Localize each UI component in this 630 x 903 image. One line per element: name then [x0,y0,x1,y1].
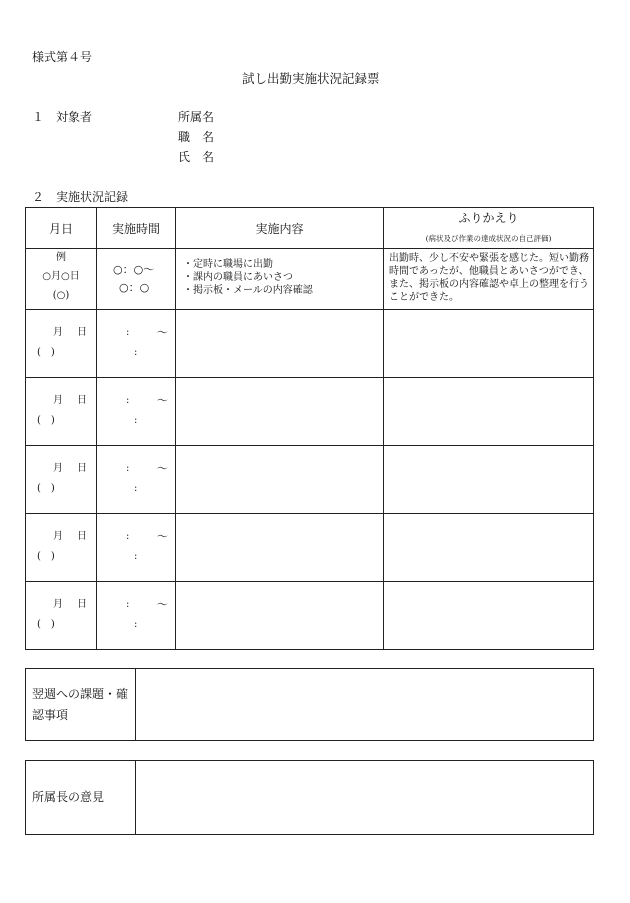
section1-heading: １ 対象者 [32,110,93,124]
record-table [25,207,594,650]
time-cell[interactable] [97,514,176,582]
date-cell[interactable] [26,310,97,378]
next-week-field[interactable] [136,669,594,741]
example-date-cell [26,249,97,310]
day-label: 日 [77,327,87,338]
end-colon: : [134,619,138,630]
time-cell[interactable] [97,446,176,514]
example-content-item: ・課内の職員にあいさつ [183,272,293,283]
end-colon: : [134,483,138,494]
weekday-label: ( ) [37,551,55,562]
month-label: 月 [53,395,63,406]
example-date: ○月○日 [42,271,80,282]
month-label: 月 [53,599,63,610]
time-tilde: 〜 [157,394,168,407]
example-content-cell [176,249,384,310]
record-row [26,582,594,650]
weekday-label: ( ) [37,415,55,426]
reflection-cell[interactable] [384,514,594,582]
time-cell[interactable] [97,582,176,650]
end-colon: : [134,415,138,426]
manager-opinion-field[interactable] [136,761,594,835]
month-label: 月 [53,531,63,542]
weekday-label: ( ) [37,483,55,494]
content-cell[interactable] [176,514,384,582]
end-colon: : [134,347,138,358]
date-cell[interactable] [26,582,97,650]
date-cell[interactable] [26,378,97,446]
weekday-label: ( ) [37,347,55,358]
name-label: 氏 名 [178,150,215,164]
record-row [26,446,594,514]
next-week-label: 翌週への課題・確認事項 [26,669,136,741]
col-header-content: 実施内容 [176,208,384,249]
record-row [26,514,594,582]
content-cell[interactable] [176,310,384,378]
example-reflection-cell [384,249,594,310]
example-time-start: ○：○〜 [113,263,155,276]
section2-heading: ２ 実施状況記録 [32,190,129,204]
date-cell[interactable] [26,514,97,582]
weekday-label: ( ) [37,619,55,630]
end-colon: : [134,551,138,562]
day-label: 日 [77,463,87,474]
reflection-cell[interactable] [384,446,594,514]
reflection-cell[interactable] [384,378,594,446]
month-label: 月 [53,463,63,474]
table-header-row [26,208,594,249]
date-cell[interactable] [26,446,97,514]
reflection-header-label: ふりかえり [458,211,519,225]
record-row [26,378,594,446]
start-colon: : [126,395,130,406]
example-time-cell [97,249,176,310]
manager-opinion-label: 所属長の意見 [26,761,136,835]
col-header-time: 実施時間 [97,208,176,249]
time-tilde: 〜 [157,530,168,543]
example-day: (○) [52,290,70,301]
manager-opinion-box [25,760,594,835]
content-cell[interactable] [176,378,384,446]
reflection-cell[interactable] [384,310,594,378]
position-label: 職 名 [178,130,215,144]
reflection-header-note: (病状及び作業の達成状況の自己評価) [425,234,552,243]
form-number: 様式第４号 [32,50,93,64]
day-label: 日 [77,395,87,406]
content-cell[interactable] [176,446,384,514]
example-content-item: ・掲示板・メールの内容確認 [183,285,313,296]
content-cell[interactable] [176,582,384,650]
start-colon: : [126,463,130,474]
example-row [26,249,594,310]
example-label: 例 [56,252,66,263]
month-label: 月 [53,327,63,338]
start-colon: : [126,327,130,338]
day-label: 日 [77,599,87,610]
start-colon: : [126,599,130,610]
reflection-cell[interactable] [384,582,594,650]
col-header-date: 月日 [26,208,97,249]
page-title: 試し出勤実施状況記録票 [242,71,380,86]
example-reflection-text: 出勤時、少し不安や緊張を感じた。短い勤務時間であったが、他職員とあいさつができ、また、掲示板の内容確認や卓上の整理を行うことができた。 [389,253,589,303]
start-colon: : [126,531,130,542]
time-tilde: 〜 [157,326,168,339]
time-tilde: 〜 [157,462,168,475]
record-row [26,310,594,378]
col-header-reflection [384,208,594,249]
time-cell[interactable] [97,310,176,378]
example-time-end: ○：○ [119,281,150,294]
next-week-box [25,668,594,741]
department-label: 所属名 [178,110,215,124]
time-tilde: 〜 [157,598,168,611]
example-content-item: ・定時に職場に出勤 [183,259,273,270]
time-cell[interactable] [97,378,176,446]
day-label: 日 [77,531,87,542]
